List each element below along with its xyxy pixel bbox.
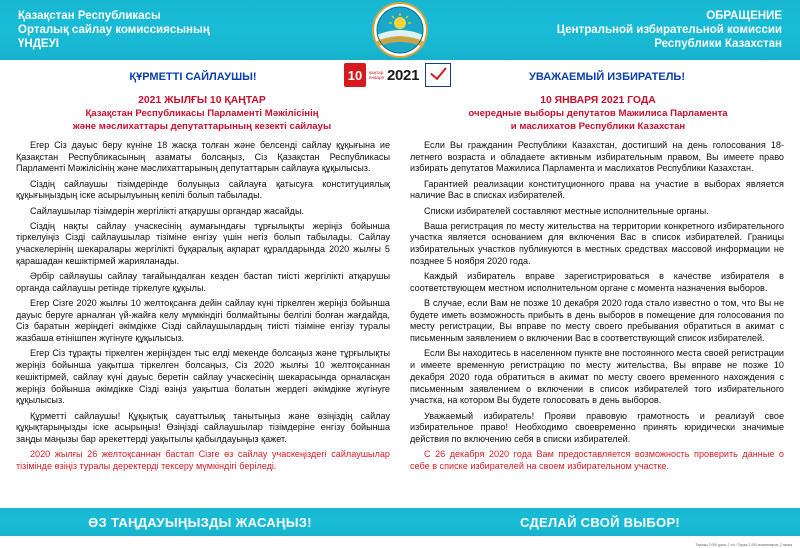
paragraph-kz-5: Әрбір сайлаушы сайлау тағайындалған кезден бастап тиісті жергілікті атқарушы органда сайлаушы ретінде тіркелуге құқылы.: [16, 271, 390, 293]
date-month-kz: қаңтар: [369, 69, 384, 75]
paragraph-ru-8: Уважаемый избиратель! Прояви правовую грамотность и реализуй свое избирательное право! Необходимо своевременно принять юридически значимые действия по включению себя в списки избирателей.: [410, 410, 784, 444]
paragraph-ru-5: Каждый избиратель вправе зарегистрироваться в качестве избирателя в соответствующем местном исполнительном органе с момента назначения выборов.: [410, 271, 784, 293]
title-kz-line1: 2021 ЖЫЛҒЫ 10 ҚАҢТАР: [138, 95, 266, 106]
title-ru-line3: и маслихатов Республики Казахстан: [510, 120, 686, 132]
footer-slogan-ru: СДЕЛАЙ СВОЙ ВЫБОР!: [519, 514, 681, 530]
header-title-kz: [10, 9, 318, 51]
title-kz-line2: Қазақстан Республикасы Парламенті Мәжілісінің: [85, 108, 319, 120]
paragraph-ru-6: В случае, если Вам не позже 10 декабря 2020 года стало известно о том, что Вы не будете иметь возможность прибыть в день выборов в помещение для голосования по месту регистрации, Вы вправе по месту своего пребывания обратиться в акимат с письменным заявлением о включении Вас в соответствующий список избирателей.: [410, 298, 784, 344]
footer-slogan-kz: ӨЗ ТАҢДАУЫҢЫЗДЫ ЖАСАҢЫЗ!: [88, 514, 312, 530]
paragraph-kz-7: Егер Сіз тұрақты тіркелген жеріңізден тыс елді мекенде болсаңыз және тұрғылықты жеріңіз бойынша уақытша тіркелген болсаңыз, Сіз 2020 жылғы 10 желтоқсаннан кешіктірмей, сайлау күні дауыс беретін сайлау учаскесінің шекарасында орналасқан жеріңіз бойынша әкімдікке Сізді өзіңіз уақытша болатын жердегі әкімдікке жүгінуге құқылысыз.: [16, 348, 390, 406]
kazakhstan-cec-emblem-icon: [371, 1, 429, 59]
election-date-badge: [344, 63, 451, 87]
titles-row: [0, 94, 800, 134]
paragraph-kz-4: Сіздің нақты сайлау учаскесінің аумағындағы тұрғылықты жеріңіз бойынша тіркелуіңіз Сізді сайлаушылар тізіміне енгізу үшін негіз болып табылады. Сайлау учаскелерінің шекаралары жергілікті бұқаралық ақпарат құралдарында 2020 жылғы 5 қарашадан кешіктірмей жарияланады.: [16, 220, 390, 266]
date-months: [369, 70, 384, 80]
paragraph-ru-2: Гарантией реализации конституционного права на участие в выборах является наличие Вас в списках избирателей.: [410, 178, 784, 201]
header-ru-line3: Республики Казахстан: [654, 38, 782, 50]
title-kz: [16, 94, 388, 134]
paragraph-ru-7: Если Вы находитесь в населенном пункте вне постоянного места своей регистрации и имеете временную регистрацию по месту жительства, Вы вправе не позже 10 декабря 2020 года обратиться в акимат по месту своего временного нахождения с письменным заявлением о включении в список избирателей того избирательного участка, на котором Вы будете голосовать в день выборов.: [410, 348, 784, 406]
body-column-kz: [16, 140, 390, 476]
title-kz-line3: және мәслихаттары депутаттарының кезекті сайлауы: [72, 120, 332, 132]
paragraph-kz-9: 2020 жылғы 26 желтоқсаннан бастап Сізге өз сайлау учаскеңіздегі сайлаушылар тізімінде өзіңіз туралы деректерді тексеру мүмкіндігі беріледі.: [16, 449, 390, 471]
fineprint: Тиражы 2 000 дана, 2 тіл / Тираж 2 000 экземпляров, 2 языка: [695, 542, 792, 547]
paragraph-kz-8: Құрметті сайлаушы! Құқықтық сауаттылық танытыңыз және өзіңіздің сайлау құқықтарыңызды іске асырыңыз! Өзіңізді сайлаушылар тізімдеріне енгізу бойынша заңды маңызы бар әрекеттерді уақытылы қабылдауыңыз қажет.: [16, 410, 390, 444]
title-ru: [412, 94, 784, 134]
header-ru-line2: Центральной избирательной комиссии: [556, 23, 782, 36]
date-year: 2021: [386, 66, 420, 84]
salutation-row: [0, 60, 800, 94]
date-day: 10: [347, 67, 363, 83]
header-kz-line3: ҮНДЕУІ: [18, 38, 59, 50]
paragraph-kz-6: Егер Сізге 2020 жылғы 10 желтоқсанға дейін сайлау күні тіркелген жеріңіз бойынша дауыс беруге арналған үй-жайға келу мүмкіндігі болмайтыны белгілі болған жағдайда, Сіз баратын жеріңдегі әкімдікке Сізді сайлаушылардың тиісті тізіміне енгізу туралы жазбаша өтінішпен жүгінуге құқылысыз.: [16, 298, 390, 344]
date-month-ru: января: [369, 75, 384, 80]
header-ru-line1: ОБРАЩЕНИЕ: [706, 9, 782, 22]
poster-header: [0, 0, 800, 60]
header-title-ru: [482, 9, 790, 51]
salutation-ru: УВАЖАЕМЫЙ ИЗБИРАТЕЛЬ!: [528, 71, 686, 83]
header-kz-line1: Қазақстан Республикасы: [18, 9, 161, 22]
paragraph-kz-1: Егер Сіз дауыс беру күніне 18 жасқа толған және белсенді сайлау құқығына ие Қазақстан Республикасының азаматы болсаңыз, Сіз Қазақстан Республикасы Парламенті Мәжілісінің және мәслихаттарының депутаттарын сайлауға құқылысыз.: [16, 139, 390, 174]
paragraph-kz-2: Сіздің сайлаушы тізімдерінде болуыңыз сайлауға қатысуға конституциялық құқығыңыздың іске асырылуының кепілі болып табылады.: [16, 178, 390, 201]
header-kz-line2: Орталық сайлау комиссиясының: [18, 23, 210, 36]
body-column-ru: [410, 140, 784, 476]
ballot-check-icon: [425, 63, 451, 87]
body-columns: [0, 134, 800, 476]
paragraph-ru-9: С 26 декабря 2020 года Вам предоставляется возможность проверить данные о себе в списке избирателей на своем избирательном участке.: [410, 449, 784, 471]
title-ru-line1: 10 ЯНВАРЯ 2021 ГОДА: [540, 95, 656, 106]
paragraph-ru-4: Ваша регистрация по месту жительства на территории конкретного избирательного участка является основанием для включения Вас в список избирателей. Границы избирательных участков публикуются в местных средствах массовой информации не позднее 5 ноября 2020 года.: [410, 220, 784, 266]
paragraph-kz-3: Сайлаушылар тізімдерін жергілікті атқарушы органдар жасайды.: [30, 205, 305, 216]
title-ru-line2: очередные выборы депутатов Мажилиса Парламента: [468, 108, 728, 120]
paragraph-ru-3: Списки избирателей составляют местные исполнительные органы.: [424, 205, 709, 216]
paragraph-ru-1: Если Вы гражданин Республики Казахстан, достигший на день голосования 18-летнего возраста и обладаете активным избирательным правом, Вы имеете право избирать депутатов Мажилиса Парламента и маслихатов Республики Казахстан.: [410, 139, 784, 174]
poster-footer: [0, 508, 800, 536]
salutation-kz: ҚҰРМЕТТІ САЙЛАУШЫ!: [129, 71, 257, 83]
date-day-box: [344, 63, 366, 87]
